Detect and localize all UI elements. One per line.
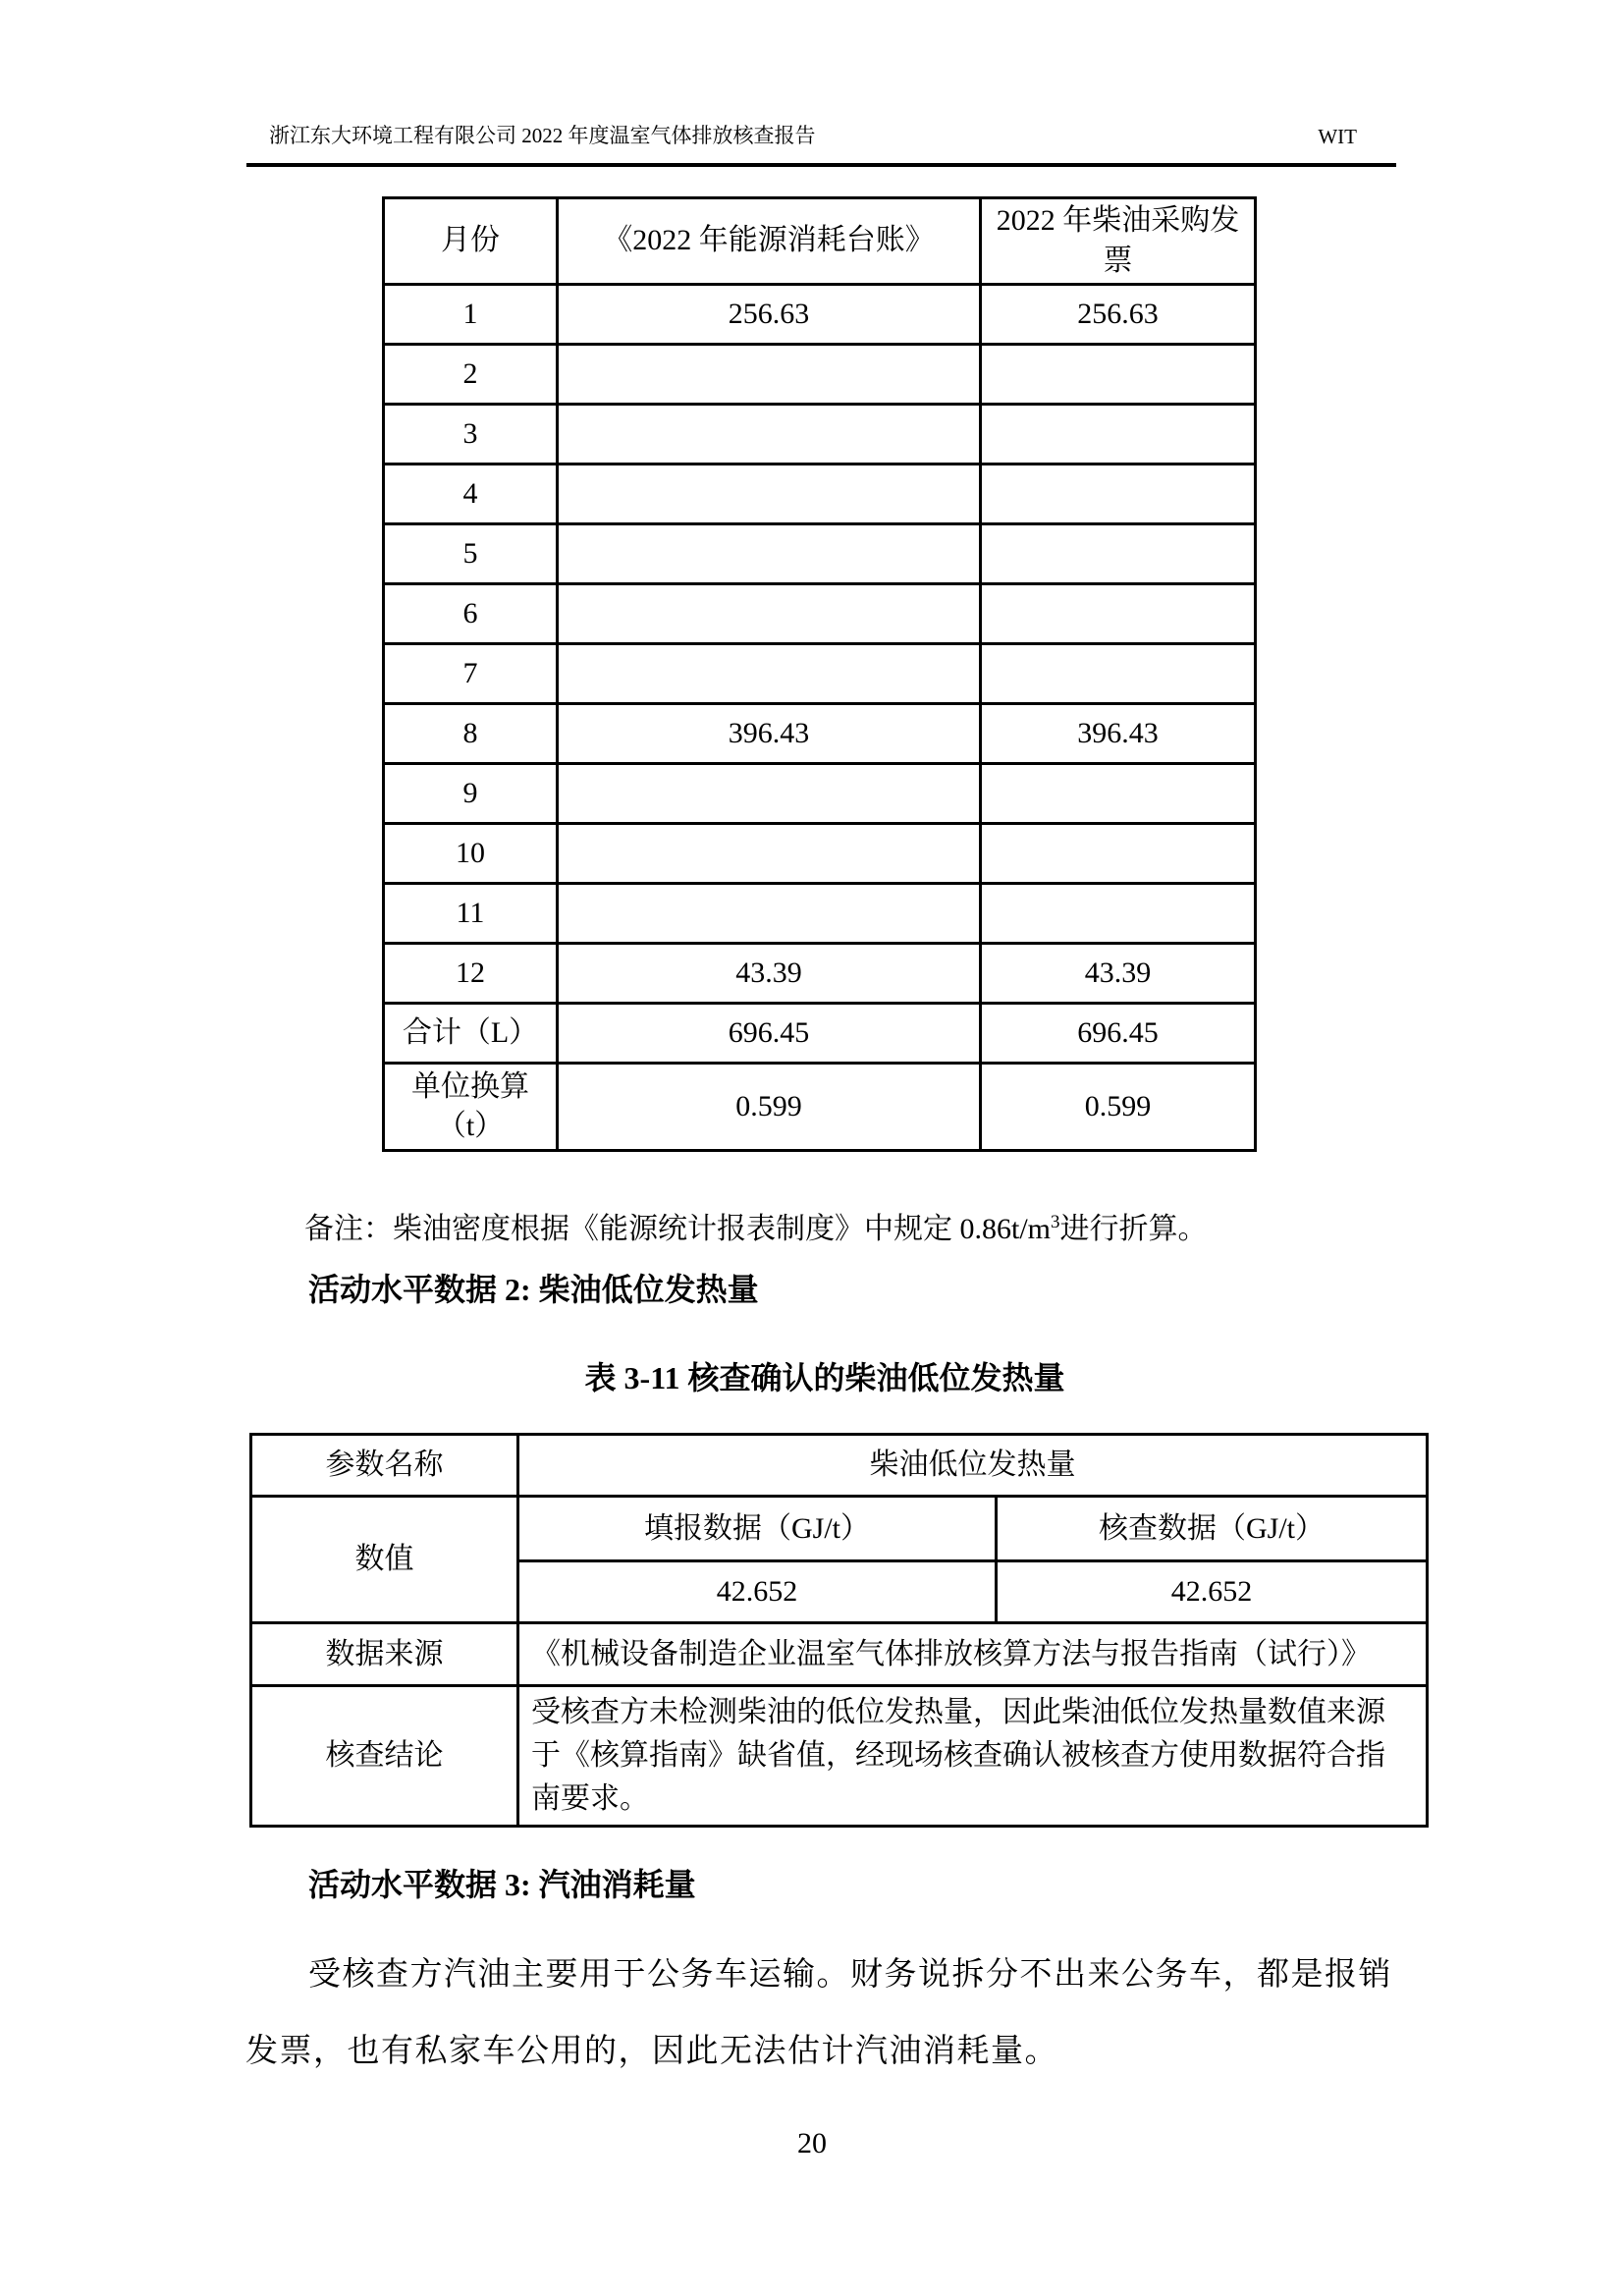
table-3-11-title: 表 3-11 核查确认的柴油低位发热量: [584, 1360, 1065, 1395]
value-header-row: [251, 1497, 1428, 1561]
table-row: [384, 824, 1256, 884]
page-header: [246, 120, 1396, 167]
table-row: [384, 704, 1256, 764]
ledger-cell: 43.39: [558, 944, 981, 1004]
invoice-cell: [981, 764, 1256, 824]
gasoline-paragraph: 受核查方汽油主要用于公务车运输。财务说拆分不出来公务车，都是报销发票，也有私家车公用的，因此无法估计汽油消耗量。: [245, 1957, 1392, 2069]
ledger-cell: [558, 644, 981, 704]
col-header-purchase-invoice: 2022 年柴油采购发票: [981, 198, 1256, 285]
param-name-row: [251, 1435, 1428, 1497]
page-number: 20: [797, 2127, 827, 2159]
month-cell: 1: [384, 285, 558, 345]
header-title: 浙江东大环境工程有限公司 2022 年度温室气体排放核查报告: [269, 124, 816, 147]
data-source-row: [251, 1623, 1428, 1686]
month-cell: 9: [384, 764, 558, 824]
ledger-cell: [558, 465, 981, 524]
note-superscript: 3: [1051, 1212, 1060, 1232]
unit-conversion-label-line1: 单位换算: [411, 1069, 529, 1103]
unit-conversion-label: [384, 1064, 558, 1151]
month-cell: 5: [384, 524, 558, 584]
conclusion-label: 核查结论: [251, 1686, 518, 1827]
source-label: 数据来源: [251, 1623, 518, 1686]
month-cell: 4: [384, 465, 558, 524]
unit-conversion-invoice: 0.599: [981, 1064, 1256, 1151]
month-cell: 8: [384, 704, 558, 764]
ledger-cell: [558, 405, 981, 465]
month-cell: 2: [384, 345, 558, 405]
ledger-cell: 396.43: [558, 704, 981, 764]
table-row: [384, 944, 1256, 1004]
conclusion-row: [251, 1686, 1428, 1827]
param-label: 参数名称: [251, 1435, 518, 1497]
verified-value: 42.652: [997, 1561, 1428, 1623]
value-label: 数值: [251, 1497, 518, 1623]
table-row: [384, 285, 1256, 345]
month-cell: 7: [384, 644, 558, 704]
table-row: [384, 524, 1256, 584]
reported-data-header: 填报数据（GJ/t）: [518, 1497, 997, 1561]
invoice-cell: [981, 524, 1256, 584]
invoice-cell: [981, 465, 1256, 524]
ledger-cell: [558, 764, 981, 824]
diesel-consumption-table: [382, 196, 1257, 1152]
table-row: [384, 345, 1256, 405]
ledger-cell: [558, 345, 981, 405]
unit-conversion-row: [384, 1064, 1256, 1151]
conclusion-value: 受核查方未检测柴油的低位发热量，因此柴油低位发热量数值来源于《核算指南》缺省值，经现场核查确认被核查方使用数据符合指南要求。: [518, 1686, 1428, 1827]
table-header-row: [384, 198, 1256, 285]
month-cell: 6: [384, 584, 558, 644]
total-row: [384, 1004, 1256, 1064]
month-cell: 11: [384, 884, 558, 944]
header-mark: WIT: [1318, 125, 1357, 148]
total-ledger: 696.45: [558, 1004, 981, 1064]
heating-value-table: [249, 1433, 1429, 1828]
unit-conversion-label-line2: （t）: [436, 1110, 505, 1142]
invoice-cell: 396.43: [981, 704, 1256, 764]
table-row: [384, 884, 1256, 944]
note-suffix: 进行折算。: [1059, 1213, 1208, 1245]
table-row: [384, 584, 1256, 644]
table-row: [384, 465, 1256, 524]
month-cell: 3: [384, 405, 558, 465]
invoice-cell: [981, 824, 1256, 884]
ledger-cell: [558, 884, 981, 944]
verified-data-header: 核查数据（GJ/t）: [997, 1497, 1428, 1561]
table-note: [304, 1204, 1208, 1247]
invoice-cell: [981, 345, 1256, 405]
invoice-cell: 43.39: [981, 944, 1256, 1004]
invoice-cell: [981, 405, 1256, 465]
invoice-cell: 256.63: [981, 285, 1256, 345]
ledger-cell: [558, 584, 981, 644]
month-cell: 12: [384, 944, 558, 1004]
ledger-cell: [558, 824, 981, 884]
source-value: 《机械设备制造企业温室气体排放核算方法与报告指南（试行）》: [518, 1623, 1428, 1686]
table-row: [384, 644, 1256, 704]
section-heading-activity-data-3: 活动水平数据 3: 汽油消耗量: [308, 1867, 696, 1902]
invoice-cell: [981, 884, 1256, 944]
month-cell: 10: [384, 824, 558, 884]
ledger-cell: 256.63: [558, 285, 981, 345]
reported-value: 42.652: [518, 1561, 997, 1623]
note-prefix: 备注：柴油密度根据《能源统计报表制度》中规定 0.86t/m: [304, 1213, 1052, 1245]
ledger-cell: [558, 524, 981, 584]
param-value: 柴油低位发热量: [518, 1435, 1428, 1497]
total-invoice: 696.45: [981, 1004, 1256, 1064]
col-header-energy-ledger: 《2022 年能源消耗台账》: [558, 198, 981, 285]
total-label: 合计（L）: [384, 1004, 558, 1064]
table-row: [384, 405, 1256, 465]
invoice-cell: [981, 584, 1256, 644]
section-heading-activity-data-2: 活动水平数据 2: 柴油低位发热量: [308, 1272, 759, 1307]
col-header-month: 月份: [384, 198, 558, 285]
table-row: [384, 764, 1256, 824]
unit-conversion-ledger: 0.599: [558, 1064, 981, 1151]
invoice-cell: [981, 644, 1256, 704]
